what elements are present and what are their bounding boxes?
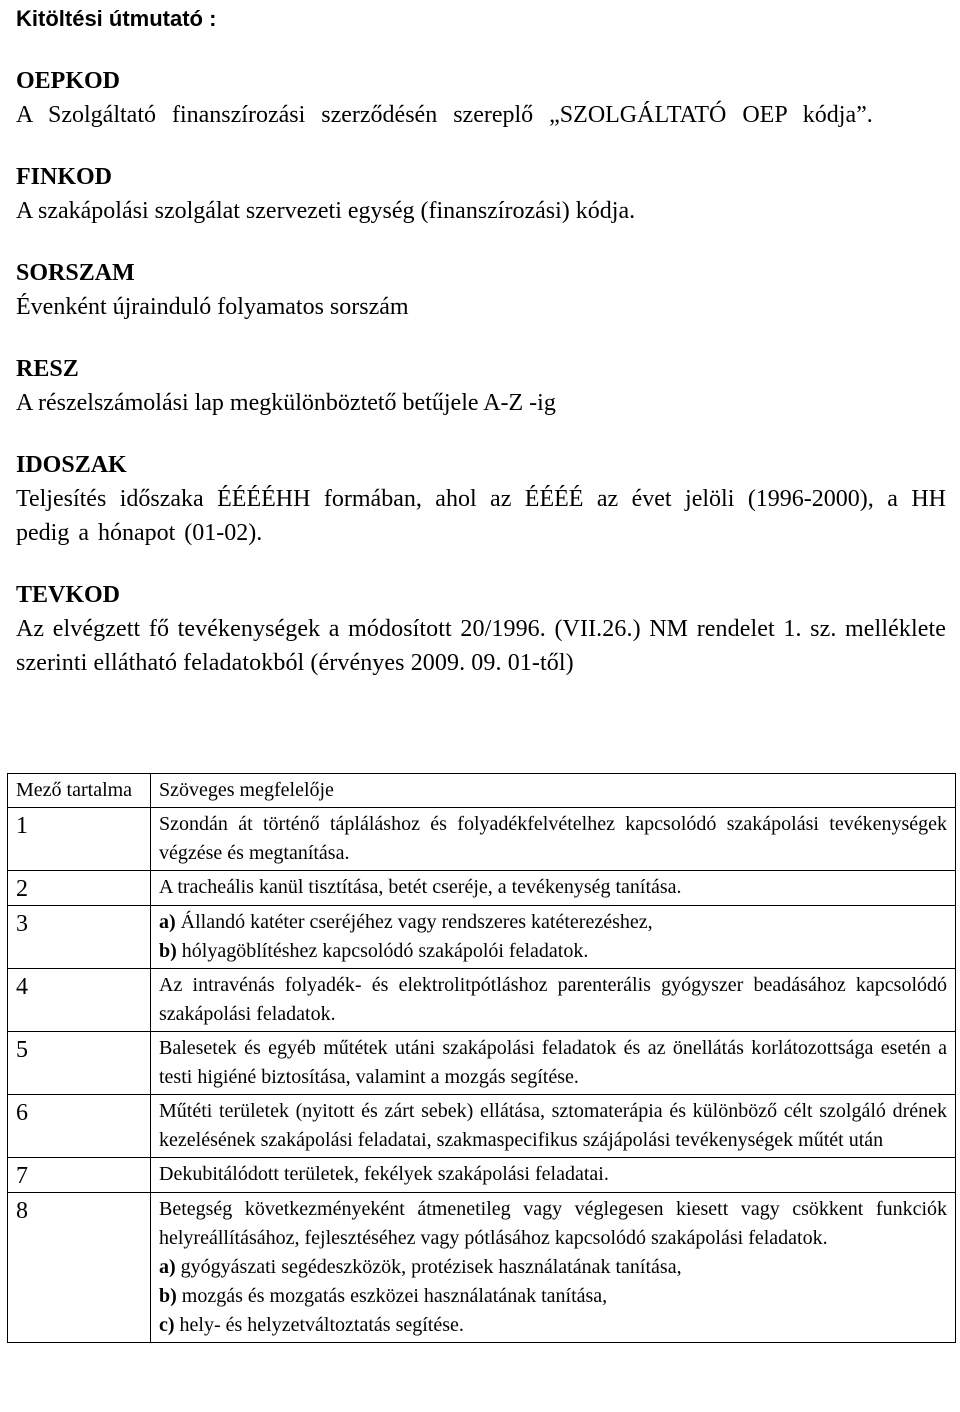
sub-item-text: mozgás és mozgatás eszközei használatának tanítása, [181,1285,608,1307]
field-code: IDOSZAK [16,452,127,478]
row-description [151,906,956,969]
row-sub-item [159,1311,947,1340]
row-description [151,1032,956,1095]
table-row [8,969,956,1032]
table-row [8,906,956,969]
field-description: Az elvégzett fő tevékenységek a módosított 20/1996. (VII.26.) NM rendelet 1. sz. melléklete szerinti ellátható feladatokból (érvényes 2009. 09. 01-től) [16,616,946,676]
row-text: A tracheális kanül tisztítása, betét cseréje, a tevékenység tanítása. [159,876,682,898]
activity-code-table [7,773,956,1343]
sub-item-text: gyógyászati segédeszközök, protézisek használatának tanítása, [180,1256,682,1278]
field-section-idoszak [16,448,946,550]
row-code: 7 [8,1158,151,1193]
sub-item-text: hely- és helyzetváltoztatás segítése. [179,1314,464,1336]
sub-item-label: c) [159,1314,175,1336]
row-code: 4 [8,969,151,1032]
row-text: Balesetek és egyéb műtétek utáni szakápolási feladatok és az önellátás korlátozottsága esetén a testi higiéné biztosítása, valamint a mozgás segítése. [159,1037,947,1088]
sub-item-label: b) [159,1285,177,1307]
header-field-content: Mező tartalma [8,774,151,808]
table-row [8,1032,956,1095]
field-section-finkod [16,160,946,228]
row-description [151,1095,956,1158]
row-code: 5 [8,1032,151,1095]
table-row [8,1158,956,1193]
document-page [16,4,946,708]
field-section-resz [16,352,946,420]
row-description [151,1193,956,1343]
field-description: A szakápolási szolgálat szervezeti egység (finanszírozási) kódja. [16,198,636,224]
field-code: RESZ [16,356,79,382]
sub-item-label: b) [159,940,177,962]
row-description [151,871,956,906]
field-description: A részelszámolási lap megkülönböztető betűjele A-Z -ig [16,390,556,416]
sub-item-text: Állandó katéter cseréjéhez vagy rendszeres katéterezéshez, [180,911,653,933]
table-row [8,808,956,871]
row-text: Dekubitálódott területek, fekélyek szakápolási feladatai. [159,1163,609,1185]
field-code: SORSZAM [16,260,135,286]
sub-item-label: a) [159,911,176,933]
row-text: Az intravénás folyadék- és elektrolitpótláshoz parenterális gyógyszer beadásához kapcsolódó szakápolási feladatok. [159,974,947,1025]
sub-item-label: a) [159,1256,176,1278]
row-description [151,969,956,1032]
row-sub-item [159,908,947,937]
sub-item-text: hólyagöblítéshez kapcsolódó szakápolói feladatok. [181,940,589,962]
row-code: 3 [8,906,151,969]
field-code: TEVKOD [16,582,121,608]
row-code: 8 [8,1193,151,1343]
field-description: Évenként újrainduló folyamatos sorszám [16,294,409,320]
row-code: 2 [8,871,151,906]
row-code: 1 [8,808,151,871]
table-row [8,871,956,906]
header-text-equivalent: Szöveges megfelelője [151,774,956,808]
row-text: Műtéti területek (nyitott és zárt sebek) ellátása, sztomaterápia és különböző célt szolgáló drének kezelésének szakápolási feladatai, szakmaspecifikus szájápolási tevékenységek műtét után [159,1100,947,1151]
table-header-row [8,774,956,808]
field-section-sorszam [16,256,946,324]
row-sub-item [159,1282,947,1311]
row-description [151,808,956,871]
row-description [151,1158,956,1193]
activity-code-table-body [8,774,956,1343]
row-sub-item [159,1253,947,1282]
row-text: Szondán át történő tápláláshoz és folyadékfelvételhez kapcsolódó szakápolási tevékenységek végzése és megtanítása. [159,813,947,864]
field-code: FINKOD [16,164,112,190]
field-description: Teljesítés időszaka ÉÉÉÉHH formában, ahol az ÉÉÉÉ az évet jelöli (1996-2000), a HH pedig a hónapot (01-02). [16,486,946,546]
page-title: Kitöltési útmutató : [16,6,217,31]
field-code: OEPKOD [16,68,121,94]
row-code: 6 [8,1095,151,1158]
row-text: Betegség következményeként átmenetileg vagy véglegesen kiesett vagy csökkent funkciók helyreállításához, fejlesztéséhez vagy pótlásához kapcsolódó szakápolási feladatok. [159,1198,947,1249]
field-section-tevkod [16,578,946,680]
row-sub-item [159,937,947,966]
field-section-oepkod [16,64,946,132]
table-row [8,1095,956,1158]
table-row [8,1193,956,1343]
field-description: A Szolgáltató finanszírozási szerződésén szereplő „SZOLGÁLTATÓ OEP kódja”. [16,102,873,128]
